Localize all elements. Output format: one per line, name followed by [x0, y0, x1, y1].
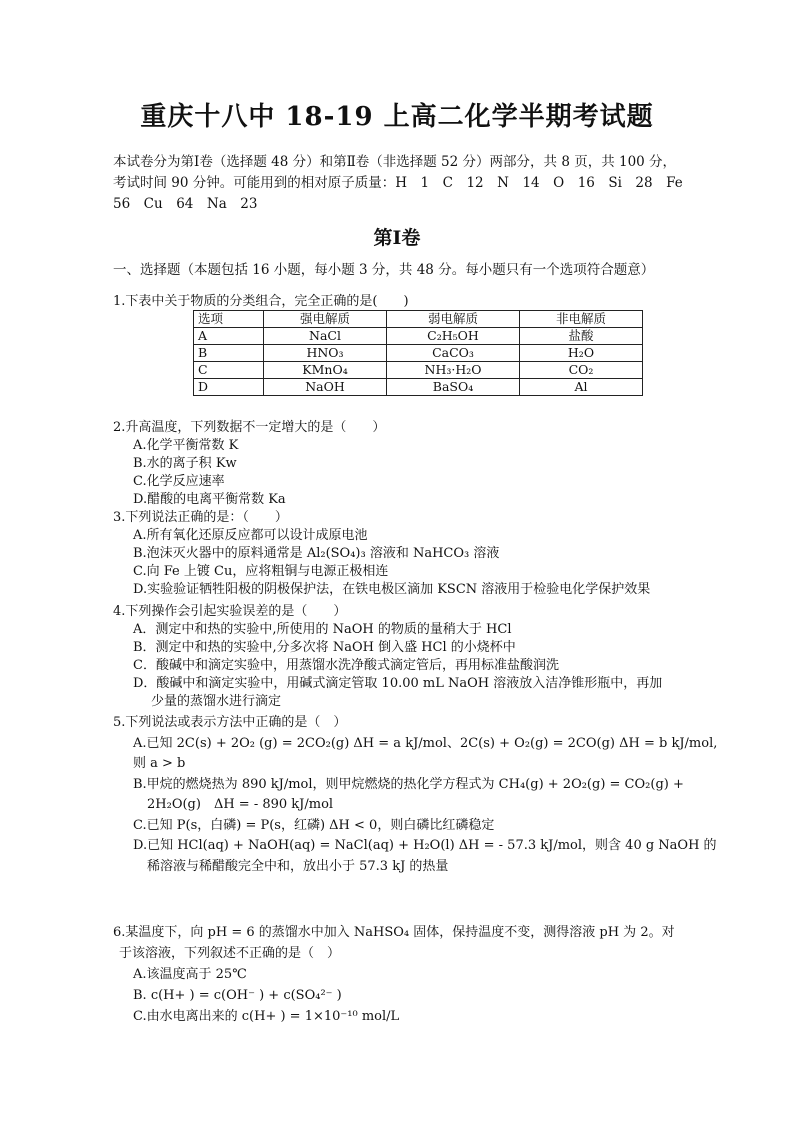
question-1	[113, 293, 693, 311]
question-3	[113, 509, 693, 599]
table-cell: CaCO₃	[387, 345, 520, 362]
question-stem: 4.下列操作会引起实验误差的是（ ）	[113, 604, 347, 619]
option-c: C.已知 P(s，白磷) = P(s，红磷) ΔH < 0，则白磷比红磷稳定	[133, 817, 495, 833]
table-cell: 盐酸	[520, 328, 643, 345]
table-cell: A	[194, 328, 264, 345]
option-c: C.化学反应速率	[133, 474, 225, 489]
table-row	[194, 362, 643, 379]
page-title: 重庆十八中 18-19 上高二化学半期考试题	[140, 102, 654, 132]
option-a: A．测定中和热的实验中,所使用的 NaOH 的物质的量稍大于 HCl	[133, 622, 512, 637]
table-header-row	[194, 311, 643, 328]
table-row	[194, 345, 643, 362]
question-stem: 6.某温度下，向 pH = 6 的蒸馏水中加入 NaHSO₄ 固体，保持温度不变，测得溶液 pH 为 2。对	[113, 925, 675, 940]
table-header: 选项	[194, 311, 264, 328]
option-a: A.已知 2C(s) + 2O₂ (g) = 2CO₂(g) ΔH = a kJ/mol、2C(s) + O₂(g) = 2CO(g) ΔH = b kJ/mol,	[133, 735, 718, 751]
table-cell: B	[194, 345, 264, 362]
option-b: B．测定中和热的实验中,分多次将 NaOH 倒入盛 HCl 的小烧杯中	[133, 640, 516, 655]
option-c: C.由水电离出来的 c(H+ ) = 1×10⁻¹⁰ mol/L	[133, 1009, 400, 1024]
table-cell: NH₃·H₂O	[387, 362, 520, 379]
table-cell: C	[194, 362, 264, 379]
section-heading: 一、选择题（本题包括 16 小题，每小题 3 分，共 48 分。每小题只有一个选项符合题意）	[113, 262, 655, 278]
table-cell: NaOH	[264, 379, 387, 396]
question-5	[113, 713, 718, 877]
option-d: D.醋酸的电离平衡常数 Ka	[133, 492, 286, 507]
table-cell: KMnO₄	[264, 362, 387, 379]
option-d: D．酸碱中和滴定实验中，用碱式滴定管取 10.00 mL NaOH 溶液放入洁净锥形瓶中，再加	[133, 676, 663, 691]
table-cell: C₂H₅OH	[387, 328, 520, 345]
option-d-continued: 稀溶液与稀醋酸完全中和，放出小于 57.3 kJ 的热量	[147, 858, 449, 874]
table-cell: Al	[520, 379, 643, 396]
question-stem: 2.升高温度，下列数据不一定增大的是（ ）	[113, 420, 386, 435]
table-header: 弱电解质	[387, 311, 520, 328]
option-a: A.化学平衡常数 K	[133, 438, 239, 453]
option-a: A.该温度高于 25℃	[133, 967, 247, 982]
intro-line: 56 Cu 64 Na 23	[113, 196, 258, 212]
table-row	[194, 328, 643, 345]
option-c: C.向 Fe 上镀 Cu，应将粗铜与电源正极相连	[133, 564, 389, 579]
option-d-continued: 少量的蒸馏水进行滴定	[151, 694, 282, 709]
option-d: D.实验验证牺牲阳极的阴极保护法，在铁电极区滴加 KSCN 溶液用于检验电化学保护效果	[133, 582, 651, 597]
option-b: B.水的离子积 Kw	[133, 456, 237, 471]
intro-line: 考试时间 90 分钟。可能用到的相对原子质量：H 1 C 12 N 14 O 16 Si 28 Fe	[113, 175, 683, 191]
question-4	[113, 603, 693, 711]
table-cell: BaSO₄	[387, 379, 520, 396]
question-2	[113, 419, 693, 509]
option-b-continued: 2H₂O(g) ΔH = - 890 kJ/mol	[147, 797, 334, 812]
option-b: B.泡沫灭火器中的原料通常是 Al₂(SO₄)₃ 溶液和 NaHCO₃ 溶液	[133, 546, 500, 561]
option-c: C．酸碱中和滴定实验中，用蒸馏水洗净酸式滴定管后，再用标准盐酸润洗	[133, 658, 559, 673]
question-stem: 5.下列说法或表示方法中正确的是（ ）	[113, 715, 347, 730]
intro-line: 本试卷分为第Ⅰ卷（选择题 48 分）和第Ⅱ卷（非选择题 52 分）两部分，共 8 页，共 100 分，	[113, 154, 677, 170]
question-stem-continued: 于该溶液，下列叙述不正确的是（ ）	[119, 946, 341, 961]
question-stem: 3.下列说法正确的是：（ ）	[113, 510, 288, 525]
table-header: 强电解质	[264, 311, 387, 328]
question-6	[113, 922, 693, 1027]
option-a-continued: 则 a > b	[133, 756, 186, 771]
question-stem: 1.下表中关于物质的分类组合，完全正确的是( )	[113, 294, 409, 309]
table-cell: NaCl	[264, 328, 387, 345]
exam-intro	[113, 152, 693, 215]
option-b: B.甲烷的燃烧热为 890 kJ/mol，则甲烷燃烧的热化学方程式为 CH₄(g) + 2O₂(g) = CO₂(g) +	[133, 776, 684, 792]
table-cell: CO₂	[520, 362, 643, 379]
table-cell: HNO₃	[264, 345, 387, 362]
volume-heading: 第Ⅰ卷	[373, 227, 421, 249]
table-header: 非电解质	[520, 311, 643, 328]
option-b: B. c(H+ ) = c(OH⁻ ) + c(SO₄²⁻ )	[133, 988, 342, 1003]
option-a: A.所有氧化还原反应都可以设计成原电池	[133, 528, 368, 543]
table-row	[194, 379, 643, 396]
classification-table	[193, 310, 643, 396]
table-cell: D	[194, 379, 264, 396]
option-d: D.已知 HCl(aq) + NaOH(aq) = NaCl(aq) + H₂O(l) ΔH = - 57.3 kJ/mol，则含 40 g NaOH 的	[133, 838, 717, 853]
table-cell: H₂O	[520, 345, 643, 362]
